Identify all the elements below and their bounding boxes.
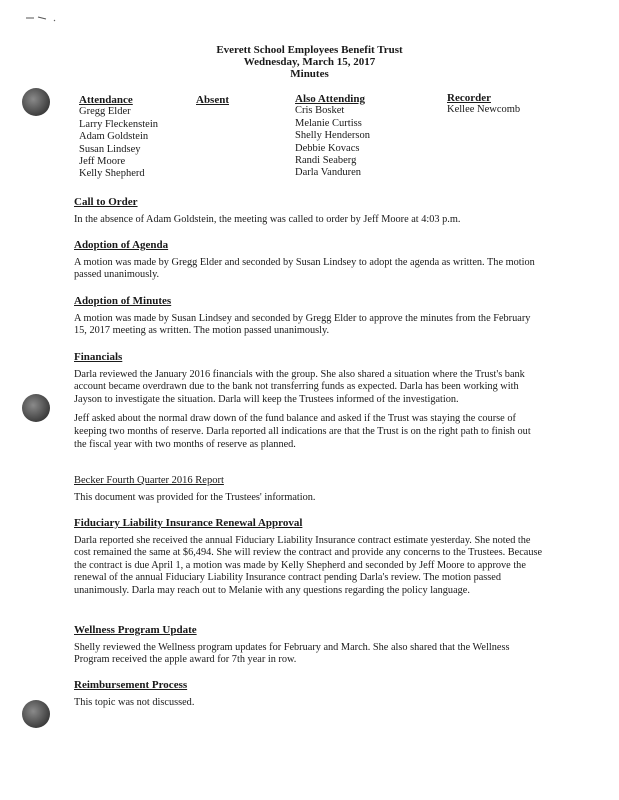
section-fiduciary-liability bbox=[74, 517, 544, 598]
section-title: Adoption of Agenda bbox=[74, 239, 169, 251]
section-adoption-of-agenda bbox=[74, 239, 544, 282]
attendee: Jeff Moore bbox=[79, 156, 126, 168]
attendance-column bbox=[79, 94, 158, 181]
section-wellness-program bbox=[74, 624, 544, 667]
section-title: Call to Order bbox=[74, 196, 138, 208]
section-paragraph: This document was provided for the Trustees' information. bbox=[74, 491, 316, 503]
guest: Melanie Curtiss bbox=[295, 117, 362, 129]
also-attending-column bbox=[295, 93, 370, 180]
section-paragraph: Darla reported she received the annual Fiduciary Liability Insurance contract estimate yesterday. She noted the cost remained the same at $6,494. She will review the contract and provide any concerns to the Trustees. Because the contract is due April 1, a motion was made by Kelly Shepherd and seconded by Jeff Moore to approve the renewal of the annual Fiduciary Liability Insurance contract pending Darla's review. The motion passed unanimously. Darla may reach out to Melanie with any questions regarding the policy language. bbox=[74, 534, 543, 596]
guest: Cris Bosket bbox=[295, 105, 345, 117]
section-title: Financials bbox=[74, 351, 123, 363]
recorder-column bbox=[447, 92, 520, 117]
attendance-heading: Attendance bbox=[79, 94, 133, 106]
scan-mark bbox=[24, 14, 60, 22]
document-header bbox=[0, 44, 619, 80]
attendee: Susan Lindsey bbox=[79, 143, 141, 155]
guest: Randi Seaberg bbox=[295, 155, 357, 167]
section-title: Fiduciary Liability Insurance Renewal Approval bbox=[74, 517, 303, 529]
attendee: Adam Goldstein bbox=[79, 131, 149, 143]
section-paragraph: This topic was not discussed. bbox=[74, 696, 195, 708]
section-paragraph: Shelly reviewed the Wellness program updates for February and March. She also shared that the Wellness Program received the apple award for 7th year in row. bbox=[74, 641, 510, 666]
doc-type: Minutes bbox=[290, 68, 329, 80]
guest: Debbie Kovacs bbox=[295, 142, 360, 154]
guest: Shelly Henderson bbox=[295, 130, 370, 142]
absent-heading: Absent bbox=[196, 94, 230, 106]
section-title: Becker Fourth Quarter 2016 Report bbox=[74, 475, 224, 486]
section-reimbursement-process bbox=[74, 679, 544, 709]
section-title: Adoption of Minutes bbox=[74, 295, 172, 307]
section-call-to-order bbox=[74, 196, 544, 226]
recorder-name: Kellee Newcomb bbox=[447, 104, 521, 116]
section-paragraph: A motion was made by Gregg Elder and seconded by Susan Lindsey to adopt the agenda as written. The motion passed unanimously. bbox=[74, 256, 535, 281]
section-title: Reimbursement Process bbox=[74, 679, 188, 691]
section-paragraph: In the absence of Adam Goldstein, the meeting was called to order by Jeff Moore at 4:03 p.m. bbox=[74, 213, 461, 225]
punch-hole-top bbox=[22, 88, 50, 116]
punch-hole-bottom bbox=[22, 700, 50, 728]
section-adoption-of-minutes bbox=[74, 295, 544, 338]
section-financials bbox=[74, 351, 544, 451]
absent-column bbox=[196, 94, 229, 106]
also-attending-heading: Also Attending bbox=[295, 93, 365, 105]
section-title: Wellness Program Update bbox=[74, 624, 197, 636]
section-paragraph: Jeff asked about the normal draw down of the fund balance and asked if the Trust was staying the course of keeping two months of reserve. Darla reported all indications are that the Trust is on the right path to finish out the fiscal year with two months of reserve as planned. bbox=[74, 413, 531, 450]
attendee: Larry Fleckenstein bbox=[79, 118, 159, 130]
attendee: Kelly Shepherd bbox=[79, 168, 145, 180]
org-title: Everett School Employees Benefit Trust bbox=[216, 44, 403, 56]
meeting-date: Wednesday, March 15, 2017 bbox=[243, 56, 376, 68]
recorder-heading: Recorder bbox=[447, 92, 491, 104]
section-paragraph: Darla reviewed the January 2016 financials with the group. She also shared a situation where the Trust's bank account became overdrawn due to the bank not transferring funds as expected. Darla has been working with Jayson to investigate the situation. Darla will keep the Trustees informed of the investigation. bbox=[74, 368, 525, 405]
section-paragraph: A motion was made by Susan Lindsey and seconded by Gregg Elder to approve the minutes from the February 15, 2017 meeting as written. The motion passed unanimously. bbox=[74, 312, 531, 337]
section-becker-report bbox=[74, 475, 544, 504]
attendee: Gregg Elder bbox=[79, 106, 131, 118]
guest: Darla Vanduren bbox=[295, 167, 361, 179]
punch-hole-middle bbox=[22, 394, 50, 422]
